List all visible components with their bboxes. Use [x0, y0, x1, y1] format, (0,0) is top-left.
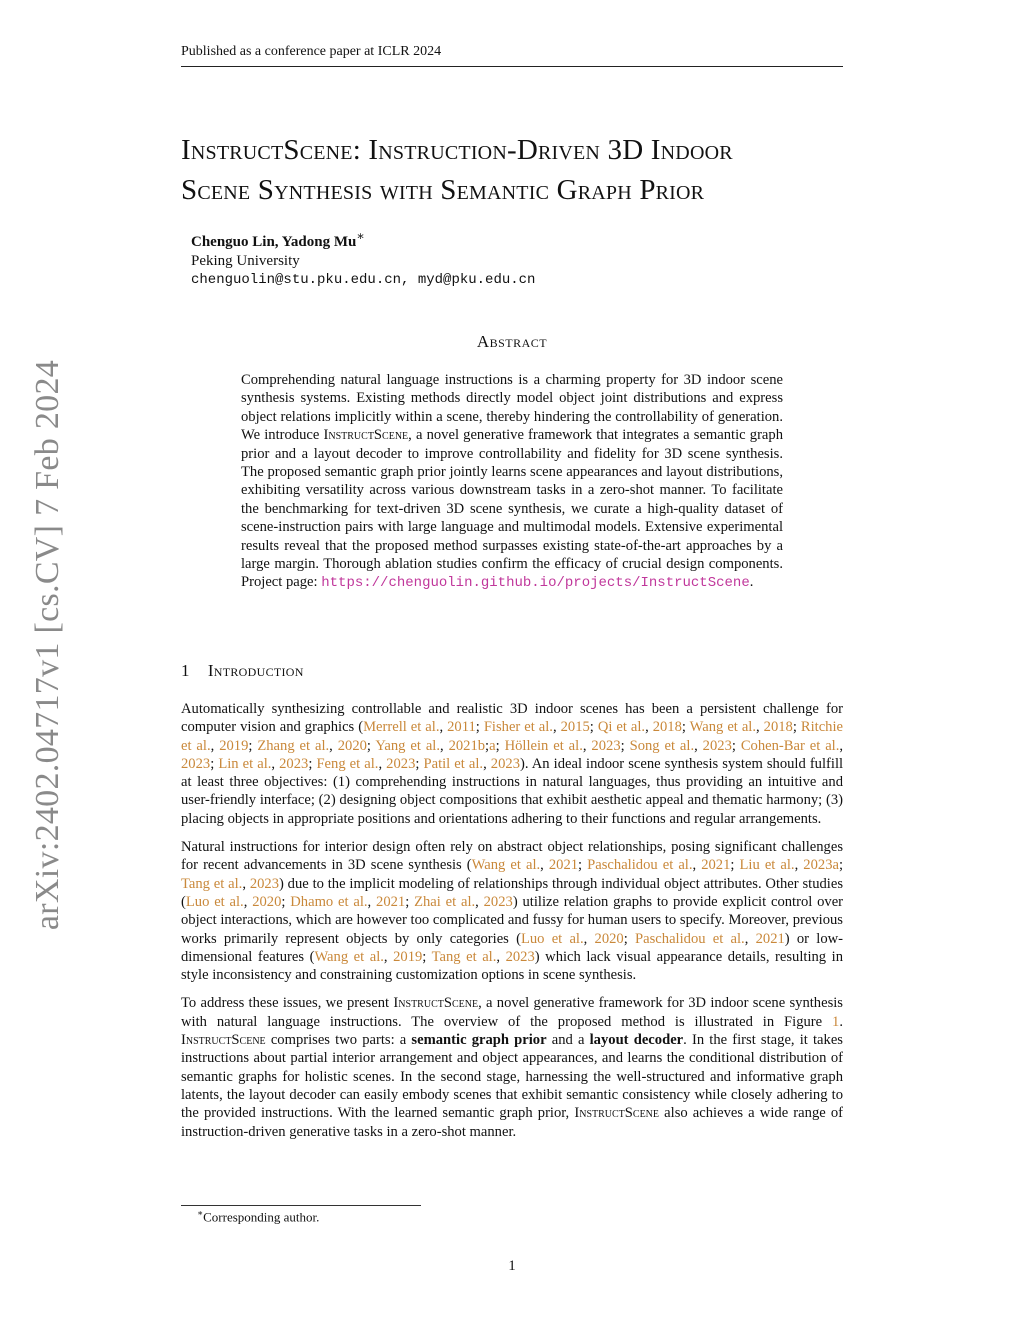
citation-year[interactable]: 2019	[393, 948, 423, 965]
arxiv-stamp: arXiv:2402.04717v1 [cs.CV] 7 Feb 2024	[29, 359, 66, 931]
citation[interactable]: Lin et al.	[218, 755, 272, 772]
citation[interactable]: Patil et al.	[423, 755, 484, 772]
introduction-body	[181, 700, 843, 1151]
citation-year[interactable]: 2023	[490, 755, 520, 772]
citation[interactable]: Yang et al.	[375, 737, 440, 754]
citation-year[interactable]: 2020	[337, 737, 367, 754]
footnote-mark: ∗	[197, 1208, 204, 1218]
citation-year[interactable]: 2023	[591, 737, 621, 754]
citation-year[interactable]: 2018	[763, 719, 793, 736]
citation[interactable]: Tang et al.	[431, 948, 497, 965]
citation[interactable]: Ritchie et al.	[181, 719, 844, 754]
abstract-heading: Abstract	[476, 332, 548, 351]
method-name: InstructScene	[393, 995, 479, 1012]
citation[interactable]: Wang et al.	[314, 948, 384, 965]
citation-year[interactable]: 2023	[249, 875, 279, 892]
section-number: 1	[181, 661, 190, 680]
citation[interactable]: Fisher et al.	[483, 719, 553, 736]
paragraph-1: Automatically synthesizing controllable and realistic 3D indoor scenes has been a persistent challenge for computer vision and graphics (Merrell et al., 2011; Fisher et al., 2015; Qi et al., 2018; Wang et al., 2018; Ritchie et al., 2019; Zhang et al., 2020; Yang et al., 2021b;a; Höllein et al., 2023; Song et al., 2023; Cohen-Bar et al., 2023; Lin et al., 2023; Feng et al., 2023; Patil et al., 2023). An ideal indoor scene synthesis system should fulfill at least three objectives: (1) comprehending instructions in natural languages, thus providing an intuitive and user-friendly interface; (2) designing object compositions that exhibit aesthetic appeal and thematic harmony; (3) placing objects in appropriate positions and orientations adhering to their functions and regular arrangements.	[181, 701, 844, 827]
citation[interactable]: Luo et al.	[185, 893, 244, 910]
paragraph-3: To address these issues, we present InstructScene, a novel generative framework for 3D indoor scene synthesis with natural language instructions. The overview of the proposed method is illustrated in Figure 1. InstructScene comprises two parts: a semantic graph prior and a layout decoder. In the first stage, it takes instructions about partial interior arrangement and object appearances, and learns the conditional distribution of semantic graphs for holistic scenes. In the second stage, harnessing the well-structured and informative graph latents, the layout decoder can easily embody scenes that exhibit semantic consistency while closely adhering to the provided instructions. With the learned semantic graph prior, InstructScene also achieves a wide range of instruction-driven generative tasks in a zero-shot manner.	[181, 995, 844, 1140]
citation[interactable]: Dhamo et al.	[290, 893, 368, 910]
bold-term: layout decoder	[589, 1032, 684, 1049]
citation[interactable]: Tang et al.	[181, 875, 243, 892]
citation[interactable]: Luo et al.	[520, 930, 584, 947]
citation-year[interactable]: 2023	[386, 755, 416, 772]
citation[interactable]: Liu et al.	[739, 857, 795, 874]
header-rule	[181, 66, 843, 67]
citation-year[interactable]: 2020	[252, 893, 282, 910]
citation-year[interactable]: 2023a	[803, 857, 839, 874]
citation-year[interactable]: a	[489, 737, 496, 754]
citation-year[interactable]: 2015	[560, 719, 590, 736]
bold-term: semantic graph prior	[411, 1032, 547, 1049]
affiliation: Peking University	[191, 253, 300, 269]
citation-year[interactable]: 2023	[702, 737, 732, 754]
citation-year[interactable]: 2020	[594, 930, 624, 947]
section-heading-introduction	[181, 661, 304, 681]
citation-year[interactable]: 2021	[755, 930, 785, 947]
citation[interactable]: Wang et al.	[471, 857, 541, 874]
citation[interactable]: Paschalidou et al.	[635, 930, 745, 947]
paragraph-2: Natural instructions for interior design often rely on abstract object relationships, posing significant challenges for recent advancements in 3D scene synthesis (Wang et al., 2021; Paschalidou et al., 2021; Liu et al., 2023a; Tang et al., 2023) due to the implicit modeling of relationships through individual object attributes. Other studies (Luo et al., 2020; Dhamo et al., 2021; Zhai et al., 2023) utilize relation graphs to provide explicit control over object interactions, which are however too complicated and fussy for human users to specify. Moreover, previous works primarily represent objects by only categories (Luo et al., 2020; Paschalidou et al., 2021) or low-dimensional features (Wang et al., 2019; Tang et al., 2023) which lack visual appearance details, resulting in style inconsistency and constraining customization options in scene synthesis.	[181, 839, 844, 984]
page-number: 1	[508, 1258, 516, 1274]
citation[interactable]: Wang et al.	[689, 719, 757, 736]
citation-year[interactable]: 2023	[181, 755, 211, 772]
citation-year[interactable]: 2021	[548, 857, 579, 874]
section-title: Introduction	[207, 661, 304, 680]
citation-year[interactable]: 2019	[219, 737, 249, 754]
author-footnote-mark: ∗	[356, 229, 365, 243]
citation-year[interactable]: 2021b	[448, 737, 486, 754]
citation[interactable]: Zhang et al.	[257, 737, 330, 754]
citation[interactable]: Höllein et al.	[504, 737, 583, 754]
citation[interactable]: Feng et al.	[316, 755, 379, 772]
citation-year[interactable]: 2018	[652, 719, 682, 736]
project-page-link[interactable]: https://chenguolin.github.io/projects/InstructScene	[321, 575, 750, 592]
footnote-rule	[181, 1205, 421, 1206]
citation[interactable]: Merrell et al.	[363, 719, 440, 736]
author-names: Chenguo Lin, Yadong Mu	[191, 234, 357, 250]
citation-year[interactable]: 2023	[279, 755, 309, 772]
method-name: InstructScene	[323, 427, 409, 444]
citation[interactable]: Paschalidou et al.	[587, 857, 693, 874]
citation-year[interactable]: 2011	[447, 719, 476, 736]
title-line-2: Scene Synthesis with Semantic Graph Prior	[181, 174, 705, 206]
title-line-1: InstructScene: Instruction-Driven 3D Indoor	[181, 134, 733, 166]
citation[interactable]: Cohen-Bar et al.	[740, 737, 840, 754]
figure-ref[interactable]: 1	[832, 1013, 840, 1030]
citation-year[interactable]: 2021	[701, 857, 731, 874]
citation-year[interactable]: 2023	[505, 948, 535, 965]
citation-year[interactable]: 2021	[376, 893, 406, 910]
footnote	[197, 1208, 319, 1225]
citation[interactable]: Zhai et al.	[414, 893, 476, 910]
citation[interactable]: Qi et al.	[597, 719, 646, 736]
paper-title	[181, 130, 861, 210]
abstract-text: Comprehending natural language instructions is a charming property for 3D indoor scene synthesis systems. Existing methods directly model object joint distributions and express object relations implicitly within a scene, thereby hindering the controllability of generation. We introduce InstructScene, a novel generative framework that integrates a semantic graph prior and a layout decoder to improve controllability and fidelity for 3D scene synthesis. The proposed semantic graph prior jointly learns scene appearances and layout distributions, exhibiting versatility across various downstream tasks in a zero-shot manner. To facilitate the benchmarking for text-driven 3D scene synthesis, we curate a high-quality dataset of scene-instruction pairs with large language and multimodal models. Extensive experimental results reveal that the proposed method surpasses existing state-of-the-art approaches by a large margin. Thorough ablation studies confirm the efficacy of crucial design components. Project page: https://chenguolin.github.io/projects/InstructScene.	[241, 372, 784, 592]
author-block	[191, 227, 535, 290]
method-name: InstructScene	[181, 1032, 266, 1049]
citation[interactable]: Song et al.	[629, 737, 695, 754]
method-name: InstructScene	[574, 1105, 660, 1122]
running-header: Published as a conference paper at ICLR 2024	[181, 44, 442, 59]
footnote-text: Corresponding author.	[203, 1209, 320, 1225]
citation-year[interactable]: 2023	[483, 893, 513, 910]
author-emails: chenguolin@stu.pku.edu.cn, myd@pku.edu.cn	[191, 272, 536, 288]
